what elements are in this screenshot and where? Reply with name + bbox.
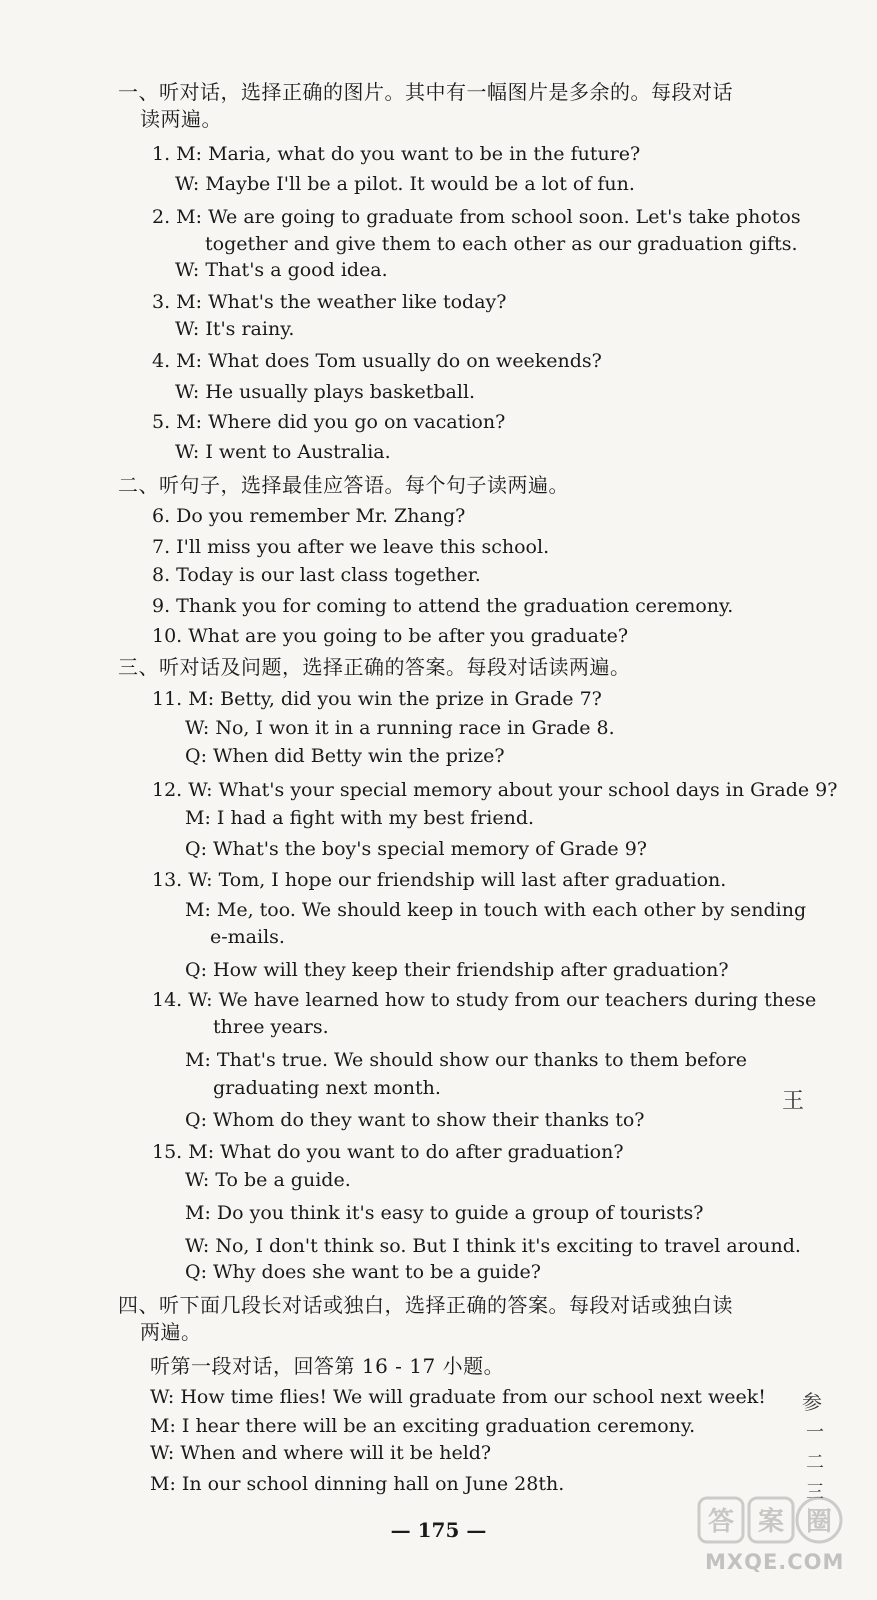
dialogue-line: 15. M: What do you want to do after graduation? bbox=[152, 1141, 624, 1163]
page-number: — 175 — bbox=[390, 1518, 487, 1542]
section-2-heading: 二、听句子，选择最佳应答语。每个句子读两遍。 bbox=[118, 473, 569, 497]
dialogue-line: 2. M: We are going to graduate from school soon. Let's take photos bbox=[152, 206, 801, 228]
dialogue-line: M: That's true. We should show our thanks to them before bbox=[185, 1049, 748, 1071]
dialogue-line: 4. M: What does Tom usually do on weekends? bbox=[152, 350, 602, 372]
margin-glyph: 一 bbox=[806, 1422, 824, 1443]
dialogue-line: 14. W: We have learned how to study from our teachers during these bbox=[152, 989, 817, 1011]
margin-glyph: 参 bbox=[802, 1390, 822, 1414]
dialogue-line: 1. M: Maria, what do you want to be in the future? bbox=[152, 143, 641, 165]
margin-glyph: 三 bbox=[806, 1482, 824, 1503]
dialogue-line: W: It's rainy. bbox=[175, 318, 295, 340]
section-4-heading: 四、听下面几段长对话或独白，选择正确的答案。每段对话或独白读 bbox=[118, 1293, 733, 1317]
watermark bbox=[685, 1490, 855, 1590]
dialogue-line: M: I hear there will be an exciting graduation ceremony. bbox=[150, 1415, 696, 1437]
sentence-line: 7. I'll miss you after we leave this school. bbox=[152, 536, 550, 558]
dialogue-line: W: How time flies! We will graduate from our school next week! bbox=[150, 1386, 766, 1408]
dialogue-line: three years. bbox=[213, 1016, 329, 1038]
watermark-url: MXQE.COM bbox=[705, 1550, 845, 1574]
dialogue-line: 12. W: What's your special memory about your school days in Grade 9? bbox=[152, 779, 838, 801]
svg-text:圈: 圈 bbox=[805, 1507, 833, 1537]
dialogue-line: 13. W: Tom, I hope our friendship will last after graduation. bbox=[152, 869, 727, 891]
dialogue-line: 5. M: Where did you go on vacation? bbox=[152, 411, 506, 433]
sentence-line: 10. What are you going to be after you graduate? bbox=[152, 625, 629, 647]
dialogue-line: W: That's a good idea. bbox=[175, 259, 388, 281]
dialogue-line: M: I had a fight with my best friend. bbox=[185, 807, 535, 829]
dialogue-line: M: Do you think it's easy to guide a group of tourists? bbox=[185, 1202, 704, 1224]
dialogue-line: W: No, I won it in a running race in Grade 8. bbox=[185, 717, 615, 739]
dialogue-line: W: He usually plays basketball. bbox=[175, 381, 476, 403]
dialogue-line: Q: How will they keep their friendship after graduation? bbox=[185, 959, 729, 981]
sentence-line: 9. Thank you for coming to attend the graduation ceremony. bbox=[152, 595, 734, 617]
dialogue-line: Q: What's the boy's special memory of Grade 9? bbox=[185, 838, 647, 860]
svg-text:案: 案 bbox=[757, 1507, 785, 1537]
dialogue-line: together and give them to each other as our graduation gifts. bbox=[205, 233, 798, 255]
dialogue-line: Q: Why does she want to be a guide? bbox=[185, 1261, 541, 1283]
margin-glyph: 二 bbox=[806, 1452, 824, 1473]
dialogue-line: M: In our school dinning hall on June 28th. bbox=[150, 1473, 565, 1495]
margin-glyph: 王 bbox=[782, 1089, 805, 1114]
dialogue-line: 11. M: Betty, did you win the prize in Grade 7? bbox=[152, 688, 602, 710]
section-4-heading-cont: 两遍。 bbox=[140, 1320, 202, 1344]
section-1-heading: 一、听对话，选择正确的图片。其中有一幅图片是多余的。每段对话 bbox=[118, 80, 733, 104]
dialogue-line: W: When and where will it be held? bbox=[150, 1442, 492, 1464]
dialogue-line: W: To be a guide. bbox=[185, 1169, 351, 1191]
dialogue-line: W: Maybe I'll be a pilot. It would be a lot of fun. bbox=[175, 173, 635, 195]
svg-text:答: 答 bbox=[707, 1507, 735, 1537]
subsection-instruction: 听第一段对话，回答第 16 - 17 小题。 bbox=[150, 1354, 505, 1378]
section-3-heading: 三、听对话及问题，选择正确的答案。每段对话读两遍。 bbox=[118, 655, 631, 679]
dialogue-line: M: Me, too. We should keep in touch with each other by sending bbox=[185, 899, 807, 921]
dialogue-line: e-mails. bbox=[210, 926, 285, 948]
dialogue-line: W: I went to Australia. bbox=[175, 441, 391, 463]
dialogue-line: Q: When did Betty win the prize? bbox=[185, 745, 505, 767]
sentence-line: 6. Do you remember Mr. Zhang? bbox=[152, 505, 466, 527]
dialogue-line: W: No, I don't think so. But I think it's exciting to travel around. bbox=[185, 1235, 801, 1257]
dialogue-line: graduating next month. bbox=[213, 1077, 441, 1099]
sentence-line: 8. Today is our last class together. bbox=[152, 564, 481, 586]
dialogue-line: 3. M: What's the weather like today? bbox=[152, 291, 507, 313]
watermark-logo-icon bbox=[695, 1490, 845, 1550]
section-1-heading-cont: 读两遍。 bbox=[140, 107, 222, 131]
dialogue-line: Q: Whom do they want to show their thanks to? bbox=[185, 1109, 645, 1131]
